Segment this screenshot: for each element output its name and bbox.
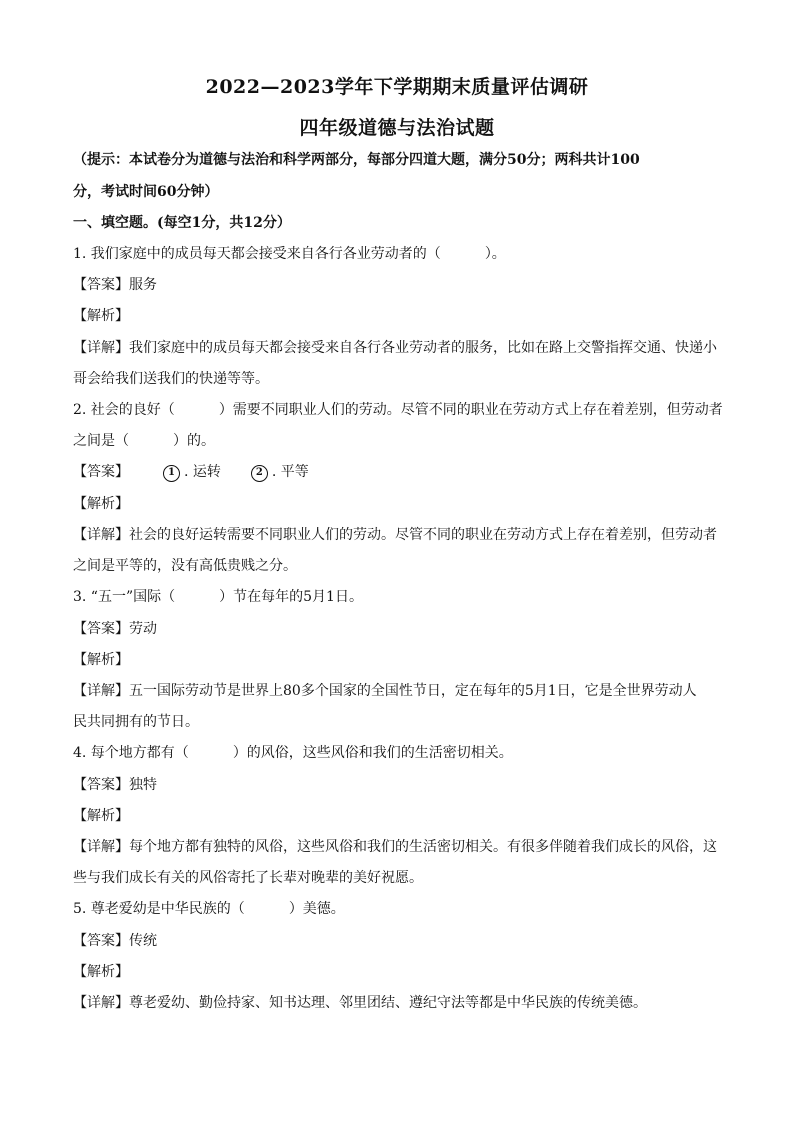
question-3: 3. “五一”国际（ ）节在每年的5月1日。 [73,589,363,605]
notice-line-1: （提示：本试卷分为道德与法治和科学两部分，每部分四道大题，满分50分；两科共计100 [73,152,640,168]
notice-line-2: 分，考试时间60分钟） [73,184,219,200]
analysis-3: 【解析】 [73,652,129,668]
detail-4-line-1: 【详解】每个地方都有独特的风俗，这些风俗和我们的生活密切相关。有很多伴随着我们成长的风俗，这 [73,839,717,855]
detail-label: 【详解】 [73,839,129,855]
detail-5-line-1: 【详解】尊老爱幼、勤俭持家、知书达理、邻里团结、遵纪守法等都是中华民族的传统美德。 [73,995,647,1011]
detail-label: 【详解】 [73,995,129,1011]
detail-label: 【详解】 [73,683,129,699]
detail-4-line-2: 些与我们成长有关的风俗寄托了长辈对晚辈的美好祝愿。 [73,870,423,886]
answer-1: 【答案】服务 [73,277,157,293]
detail-1-line-2: 哥会给我们送我们的快递等等。 [73,371,269,387]
answer-label: 【答案】 [73,933,129,949]
question-1: 1. 我们家庭中的成员每天都会接受来自各行各业劳动者的（ ）。 [73,246,506,262]
circled-number-2: 2 [251,465,268,482]
page-subtitle: 四年级道德与法治试题 [299,117,495,139]
analysis-2: 【解析】 [73,496,129,512]
answer-5: 【答案】传统 [73,933,157,949]
detail-3-line-2: 民共同拥有的节日。 [73,714,199,730]
answer-3: 【答案】劳动 [73,621,157,637]
section-heading: 一、填空题。(每空1分，共12分） [73,215,291,231]
answer-label: 【答案】 [73,777,129,793]
answer-label: 【答案】 [73,464,129,480]
question-2-line-2: 之间是（ ）的。 [73,433,215,449]
answer-label: 【答案】 [73,277,129,293]
detail-label: 【详解】 [73,340,129,356]
analysis-4: 【解析】 [73,808,129,824]
answer-2: 【答案】 1 . 运转 2 . 平等 [73,464,309,480]
detail-3-line-1: 【详解】五一国际劳动节是世界上80多个国家的全国性节日，定在每年的5月1日，它是全世界劳动人 [73,683,697,699]
question-2-line-1: 2. 社会的良好（ ）需要不同职业人们的劳动。尽管不同的职业在劳动方式上存在着差别，但劳动者 [73,402,723,418]
detail-label: 【详解】 [73,527,129,543]
circled-number-1: 1 [163,465,180,482]
answer-label: 【答案】 [73,621,129,637]
question-5: 5. 尊老爱幼是中华民族的（ ）美德。 [73,901,345,917]
page-title: 2022—2023学年下学期期末质量评估调研 [205,76,589,98]
detail-1-line-1: 【详解】我们家庭中的成员每天都会接受来自各行各业劳动者的服务，比如在路上交警指挥交通、快递小 [73,340,717,356]
analysis-1: 【解析】 [73,308,129,324]
answer-4: 【答案】独特 [73,777,157,793]
question-4: 4. 每个地方都有（ ）的风俗，这些风俗和我们的生活密切相关。 [73,745,513,761]
detail-2-line-2: 之间是平等的，没有高低贵贱之分。 [73,558,297,574]
analysis-5: 【解析】 [73,964,129,980]
detail-2-line-1: 【详解】社会的良好运转需要不同职业人们的劳动。尽管不同的职业在劳动方式上存在着差别，但劳动者 [73,527,717,543]
